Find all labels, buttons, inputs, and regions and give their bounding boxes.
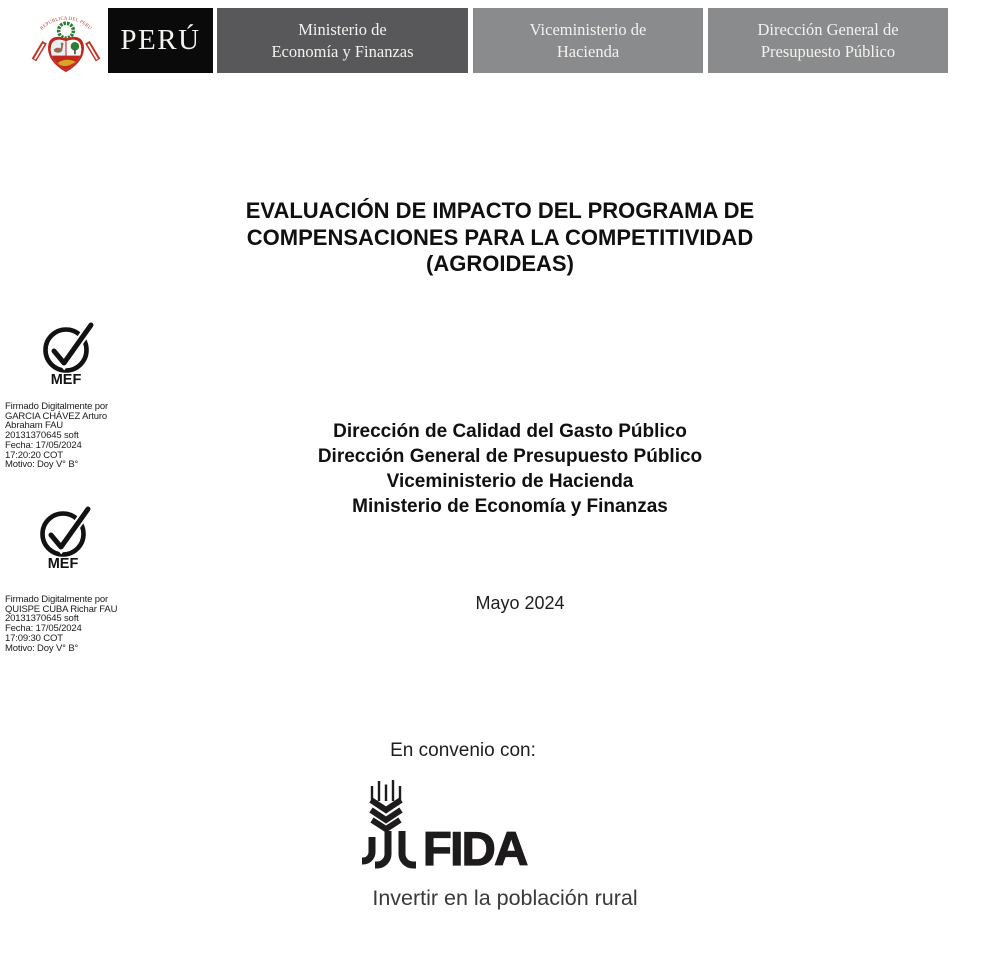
title-line: EVALUACIÓN DE IMPACTO DEL PROGRAMA DE <box>245 198 755 223</box>
signature-line: Motivo: Doy V° B° <box>5 642 79 654</box>
signature-line: Fecha: 17/05/2024 <box>5 439 82 451</box>
entity-line: Economía y Finanzas <box>271 41 414 61</box>
entity-line: Viceministerio de <box>529 20 647 40</box>
mef-check-icon <box>37 321 103 387</box>
entity-line: Presupuesto Público <box>760 41 896 61</box>
signature-line: QUISPE CUBA Richar FAU <box>5 603 118 615</box>
partnership-heading: En convenio con: <box>390 740 536 761</box>
header-entity-viceministerio <box>473 8 703 73</box>
mef-icon-label: MEF <box>47 556 79 571</box>
document-title <box>0 198 1000 278</box>
coa-laurel-wreath <box>59 23 74 38</box>
entity-line: Hacienda <box>556 41 620 61</box>
peru-wordmark-box <box>108 8 213 73</box>
institution-block <box>10 419 1000 519</box>
institution-line: Dirección de Calidad del Gasto Público <box>333 421 687 442</box>
signature-line: Firmado Digitalmente por <box>5 594 109 605</box>
institution-line: Viceministerio de Hacienda <box>386 471 634 492</box>
coa-arc-text: REPÚBLICA DEL PERÚ <box>39 16 93 32</box>
signature-line: Firmado Digitalmente por <box>5 401 109 412</box>
title-line: COMPENSACIONES PARA LA COMPETITIVIDAD <box>246 224 754 250</box>
header-entity-ministerio <box>217 8 468 73</box>
fida-logo-text: FIDA <box>423 822 527 875</box>
institution-line: Ministerio de Economía y Finanzas <box>352 496 668 517</box>
entity-line: Ministerio de <box>298 20 387 40</box>
signature-line: Motivo: Doy V° B° <box>5 459 79 471</box>
peru-label: PERÚ <box>120 23 201 56</box>
signature-line: 17:09:30 COT <box>5 632 63 644</box>
signature-line: Abraham FAU <box>5 420 64 432</box>
signature-line: Fecha: 17/05/2024 <box>5 623 82 635</box>
mef-icon-label: MEF <box>50 372 82 387</box>
header-entity-direccion <box>708 8 948 73</box>
publication-date: Mayo 2024 <box>475 593 565 613</box>
signature-line: 17:20:20 COT <box>5 449 63 461</box>
title-line: (AGROIDEAS) <box>426 251 574 276</box>
fida-tagline: Invertir en la población rural <box>372 886 638 910</box>
fida-wheat-hands-icon <box>358 779 418 883</box>
signature-line: 20131370645 soft <box>5 430 79 442</box>
entity-line: Dirección General de <box>757 20 899 40</box>
institution-line: Dirección General de Presupuesto Público <box>317 446 703 467</box>
signature-line: GARCIA CHÁVEZ Arturo <box>5 410 108 422</box>
signature-line: 20131370645 soft <box>5 613 79 625</box>
fida-logo <box>358 779 527 883</box>
mef-check-icon <box>34 505 100 571</box>
peru-coat-of-arms-icon <box>25 4 107 84</box>
